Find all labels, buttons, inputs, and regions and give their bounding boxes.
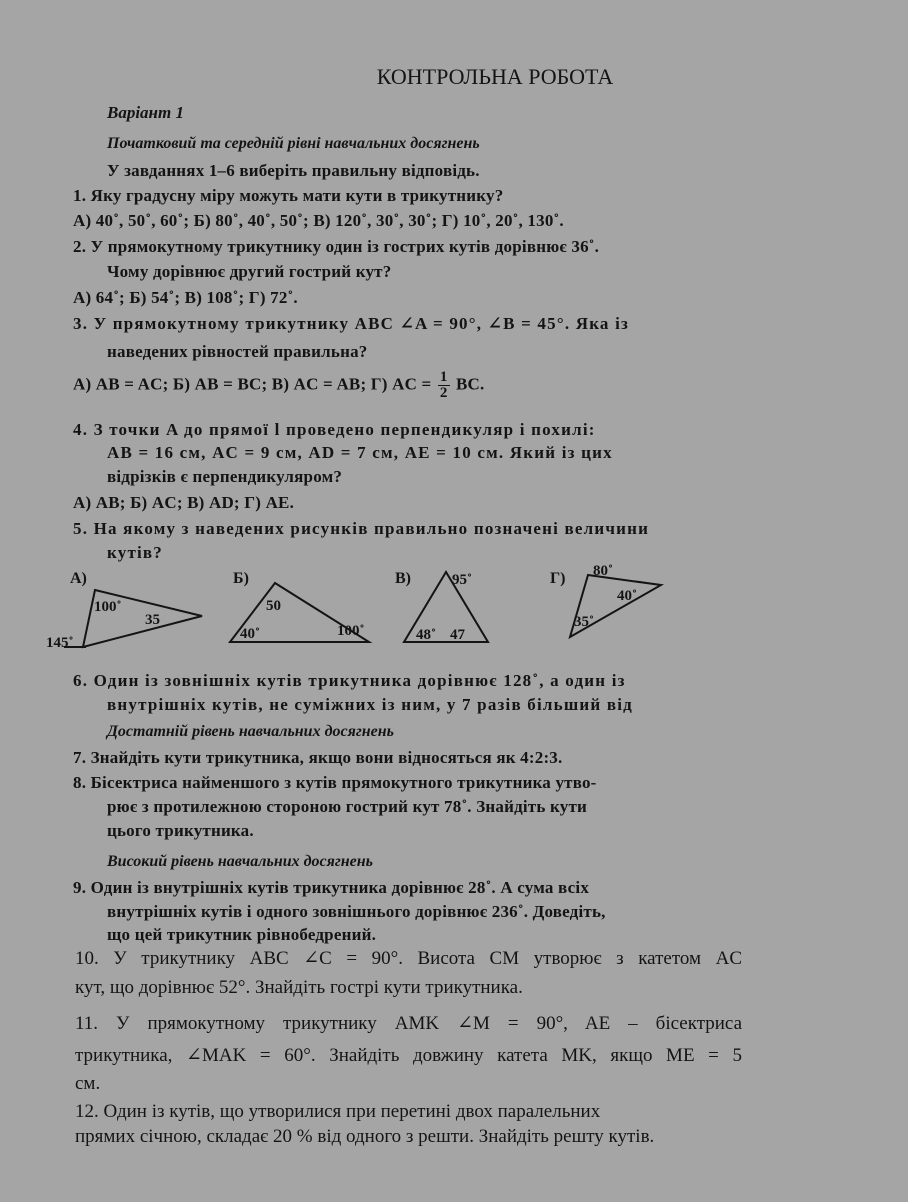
q3-fraction-numerator: 1 bbox=[439, 369, 448, 385]
page-title: КОНТРОЛЬНА РОБОТА bbox=[376, 64, 614, 89]
q3-answers bbox=[73, 370, 484, 401]
figure-a-angle-1: 100˚ bbox=[94, 599, 122, 615]
q2-line1: 2. У прямокутному трикутнику один із гострих кутів дорівнює 36˚. bbox=[73, 237, 600, 256]
q3-line1: 3. У прямокутному трикутнику ABC ∠A = 90°, ∠B = 45°. Яка із bbox=[73, 314, 630, 333]
q10-line1: 10. У трикутнику ABC ∠C = 90°. Висота CM утворює з катетом AC bbox=[75, 948, 742, 969]
figure-g bbox=[550, 563, 661, 637]
q4-line2: AB = 16 см, AC = 9 см, AD = 7 см, AE = 10 см. Який із цих bbox=[107, 443, 613, 462]
figure-g-angle-1: 80˚ bbox=[593, 563, 613, 579]
q12-line2: прямих січною, складає 20 % від одного з решти. Знайдіть решту кутів. bbox=[75, 1126, 655, 1147]
q2-answers: А) 64˚; Б) 54˚; В) 108˚; Г) 72˚. bbox=[73, 288, 298, 307]
section-sufficient-heading: Достатній рівень навчальних досягнень bbox=[107, 723, 394, 740]
figure-v-label: В) bbox=[395, 570, 411, 587]
q10-line2: кут, що дорівнює 52°. Знайдіть гострі кути трикутника. bbox=[75, 977, 523, 998]
q11-line1: 11. У прямокутному трикутнику AMK ∠M = 90°, AE – бісектриса bbox=[75, 1013, 742, 1034]
figure-g-angle-2: 40˚ bbox=[617, 588, 637, 604]
q3-line2: наведених рівностей правильна? bbox=[107, 342, 368, 361]
q9-line3: що цей трикутник рівнобедрений. bbox=[107, 925, 377, 944]
q5-figures bbox=[0, 560, 908, 660]
figure-v-angle-1: 95˚ bbox=[452, 572, 472, 588]
figure-b bbox=[230, 570, 369, 642]
q3-answers-prefix: А) AB = AC; Б) AB = BC; В) AC = AB; Г) AC = bbox=[73, 374, 432, 394]
figure-b-angle-2: 40˚ bbox=[240, 626, 260, 642]
q8-line1: 8. Бісектриса найменшого з кутів прямокутного трикутника утво- bbox=[73, 773, 597, 792]
figure-a bbox=[46, 570, 202, 651]
q4-line3: відрізків є перпендикуляром? bbox=[107, 467, 343, 486]
q11-line3: см. bbox=[75, 1073, 101, 1094]
q11-line2: трикутника, ∠MAK = 60°. Знайдіть довжину катета MK, якщо ME = 5 bbox=[75, 1045, 742, 1066]
q8-line3: цього трикутника. bbox=[107, 821, 254, 840]
q1-question: 1. Яку градусну міру можуть мати кути в трикутнику? bbox=[73, 186, 504, 205]
q4-line1: 4. З точки A до прямої l проведено перпендикуляр і похилі: bbox=[73, 420, 596, 439]
q5-line1: 5. На якому з наведених рисунків правильно позначені величини bbox=[73, 519, 650, 538]
figure-b-angle-3: 100˚ bbox=[337, 623, 365, 639]
q3-answers-suffix: BC. bbox=[456, 374, 485, 394]
figure-a-angle-3: 145˚ bbox=[46, 635, 74, 651]
figure-g-angle-3: 35˚ bbox=[574, 614, 594, 630]
q7: 7. Знайдіть кути трикутника, якщо вони відносяться як 4:2:3. bbox=[73, 748, 563, 767]
q9-line2: внутрішніх кутів і одного зовнішнього дорівнює 236˚. Доведіть, bbox=[107, 902, 606, 921]
figure-g-label: Г) bbox=[550, 570, 566, 587]
q3-fraction bbox=[438, 370, 450, 401]
q8-line2: рює з протилежною стороною гострий кут 78˚. Знайдіть кути bbox=[107, 797, 587, 816]
q3-fraction-denominator: 2 bbox=[439, 385, 448, 401]
figure-b-angle-1: 50 bbox=[266, 598, 281, 614]
variant-heading: Варіант 1 bbox=[107, 103, 184, 122]
figure-a-angle-2: 35 bbox=[145, 612, 160, 628]
section-initial-heading: Початковий та середній рівні навчальних досягнень bbox=[107, 135, 480, 152]
section-high-heading: Високий рівень навчальних досягнень bbox=[107, 853, 373, 870]
q12-line1: 12. Один із кутів, що утворилися при перетині двох паралельних bbox=[75, 1101, 601, 1122]
q6-line2: внутрішніх кутів, не суміжних із ним, у 7 разів більший від bbox=[107, 695, 633, 714]
q1-answers: А) 40˚, 50˚, 60˚; Б) 80˚, 40˚, 50˚; В) 120˚, 30˚, 30˚; Г) 10˚, 20˚, 130˚. bbox=[73, 211, 564, 230]
figure-b-label: Б) bbox=[233, 570, 249, 587]
q6-line1: 6. Один із зовнішніх кутів трикутника дорівнює 128˚, а один із bbox=[73, 671, 626, 690]
figure-a-label: А) bbox=[70, 570, 87, 587]
instruction: У завданнях 1–6 виберіть правильну відповідь. bbox=[107, 161, 480, 180]
q9-line1: 9. Один із внутрішніх кутів трикутника дорівнює 28˚. А сума всіх bbox=[73, 878, 590, 897]
figure-v-angle-2: 48˚ bbox=[416, 627, 436, 643]
q5-line2: кутів? bbox=[107, 543, 164, 562]
figure-v bbox=[395, 570, 488, 643]
figure-v-angle-3: 47 bbox=[450, 627, 465, 643]
q4-answers: А) AB; Б) AC; В) AD; Г) AE. bbox=[73, 493, 295, 512]
q2-line2: Чому дорівнює другий гострий кут? bbox=[107, 262, 392, 281]
